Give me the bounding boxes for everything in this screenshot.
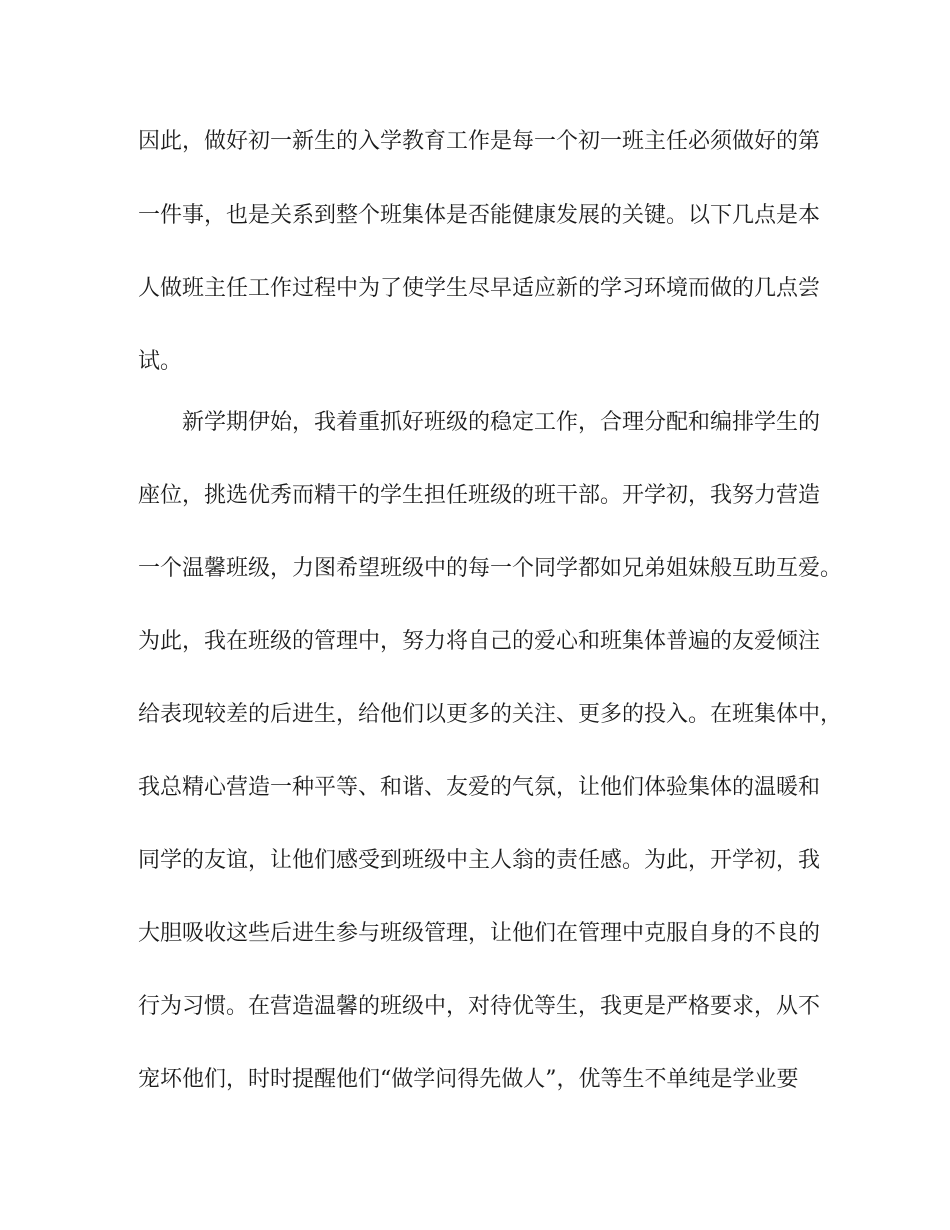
paragraph-line: 座位，挑选优秀而精干的学生担任班级的班干部。开学初，我努力营造 xyxy=(138,483,821,508)
paragraph-line: 一件事，也是关系到整个班集体是否能健康发展的关键。以下几点是本 xyxy=(138,203,821,228)
paragraph-line: 同学的友谊，让他们感受到班级中主人翁的责任感。为此，开学初，我 xyxy=(138,848,821,873)
paragraph-line: 人做班主任工作过程中为了使学生尽早适应新的学习环境而做的几点尝 xyxy=(138,276,821,301)
paragraph-line: 新学期伊始，我着重抓好班级的稳定工作，合理分配和编排学生的 xyxy=(182,410,821,435)
paragraph-line: 为此，我在班级的管理中，努力将自己的爱心和班集体普遍的友爱倾注 xyxy=(138,629,821,654)
paragraph-line: 大胆吸收这些后进生参与班级管理，让他们在管理中克服自身的不良的 xyxy=(138,921,821,946)
paragraph-line: 宠坏他们，时时提醒他们“做学问得先做人”，优等生不单纯是学业要 xyxy=(138,1067,799,1092)
paragraph-line: 给表现较差的后进生，给他们以更多的关注、更多的投入。在班集体中， xyxy=(138,702,843,727)
paragraph-line: 行为习惯。在营造温馨的班级中，对待优等生，我更是严格要求，从不 xyxy=(138,994,821,1019)
paragraph-line: 因此，做好初一新生的入学教育工作是每一个初一班主任必须做好的第 xyxy=(138,129,821,154)
paragraph-line: 一个温馨班级，力图希望班级中的每一个同学都如兄弟姐妹般互助互爱。 xyxy=(138,556,843,581)
paragraph-line: 我总精心营造一种平等、和谐、友爱的气氛，让他们体验集体的温暖和 xyxy=(138,775,821,800)
paragraph-line: 试。 xyxy=(138,349,183,374)
